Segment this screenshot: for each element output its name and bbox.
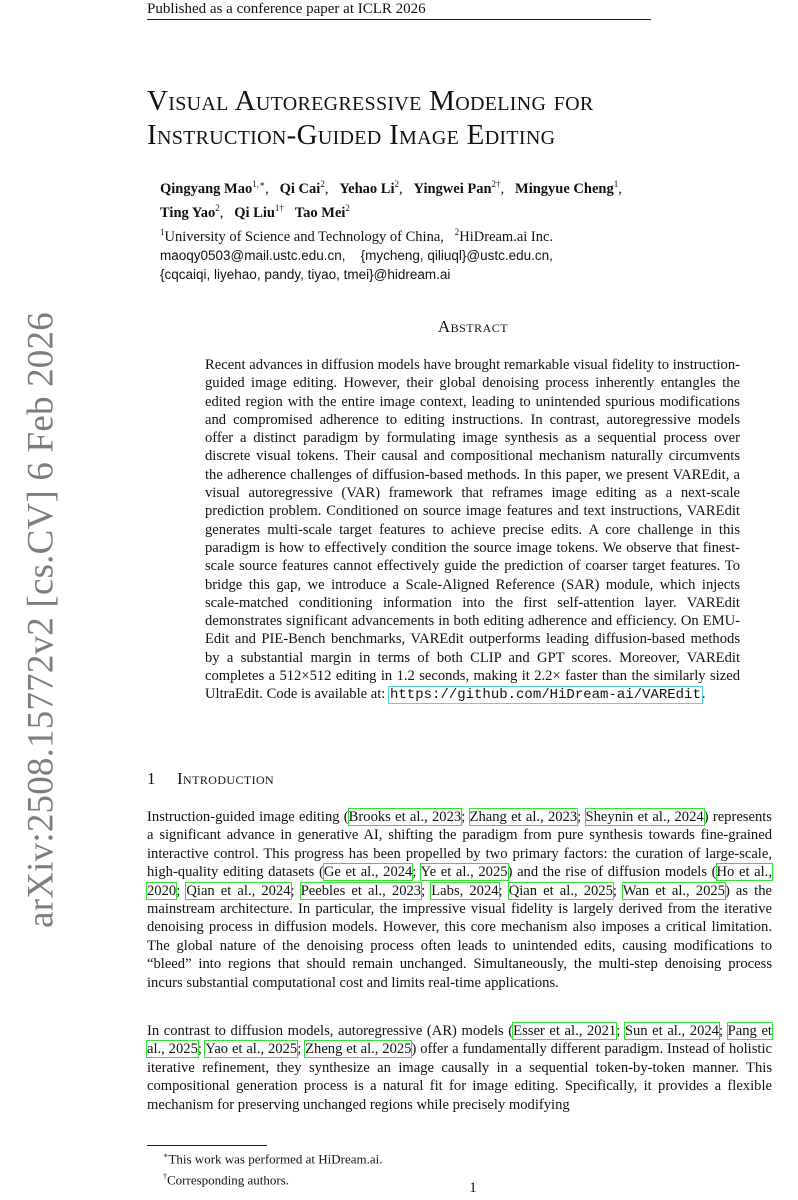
paper-title	[147, 84, 747, 152]
citation-link[interactable]: Sun et al., 2024	[624, 1023, 719, 1039]
cite-separator: ;	[461, 809, 470, 825]
title-line-1: Visual Autoregressive Modeling for	[147, 85, 594, 117]
email-line-2: {cqcaiqi, liyehao, pandy, tiyao, tmei}@hidream.ai	[160, 267, 451, 283]
header-rule	[147, 19, 651, 20]
section-title: Introduction	[177, 769, 275, 788]
abstract-text: Recent advances in diffusion models have brought remarkable visual fidelity to instruction-guided image editing. However, their global denoising process inherently entangles the edited region with the entire image context, leading to unintended spurious modifications and compromised adherence to editing instructions. In contrast, autoregressive models offer a distinct paradigm by formulating image synthesis as a sequential process over discrete visual tokens. Their causal and compositional mechanism naturally circumvents the adherence challenges of diffusion-based methods. In this paper, we present VAREdit, a visual autoregressive (VAR) framework that reframes image editing as a next-scale prediction problem. Conditioned on source image features and text instructions, VAREdit generates multi-scale target features to achieve precise edits. A core challenge in this paradigm is how to effectively condition the source image tokens. We observe that finest-scale source features cannot effectively guide the prediction of coarser target features. To bridge this gap, we introduce a Scale-Aligned Reference (SAR) module, which injects scale-matched conditioning information into the first self-attention layer. VAREdit demonstrates significant advancements in both editing adherence and efficiency. On EMU-Edit and PIE-Bench benchmarks, VAREdit outperforms leading diffusion-based methods by a substantial margin in terms of both CLIP and GPT scores. Moreover, VAREdit completes a 512×512 editing in 1.2 seconds, making it 2.2× faster than the similarly sized UltraEdit. Code is available at:	[205, 357, 740, 703]
intro-paragraph-1	[147, 808, 772, 992]
author-name: Mingyue Cheng	[515, 180, 614, 197]
author-affil-mark: 2	[215, 202, 220, 213]
citation-link[interactable]: Zheng et al., 2025	[305, 1041, 412, 1058]
footnote-rule	[147, 1145, 267, 1146]
citation-link[interactable]: Yao et al., 2025	[205, 1041, 298, 1058]
page-number: 1	[469, 1180, 477, 1196]
author-name: Ting Yao	[160, 204, 216, 221]
author-affil-mark: 1,∗	[252, 179, 266, 189]
citation-link[interactable]: Qian et al., 2024	[186, 882, 291, 899]
cite-separator: ;	[612, 882, 623, 899]
citation-link[interactable]: Ho et al., 2020	[147, 864, 772, 899]
cite-separator: ;	[498, 882, 509, 899]
citation-link[interactable]: Esser et al., 2021	[513, 1023, 617, 1039]
arxiv-stamp: arXiv:2508.15772v2 [cs.CV] 6 Feb 2026	[20, 312, 62, 928]
footnote-text: Corresponding authors.	[167, 1172, 290, 1188]
author-line-2: Ting Yao$^2$, Qi Liu$^{1\dagger}$ Tao Mei$^2$	[160, 202, 350, 221]
cite-separator: ;	[718, 1023, 728, 1039]
citation-link[interactable]: Sheynin et al., 2024	[585, 809, 704, 825]
cite-separator: ;	[197, 1041, 206, 1058]
abstract-heading: Abstract	[437, 317, 509, 336]
cite-separator: ;	[176, 882, 187, 899]
author-line-1: Qingyang Mao$^{1,∗}$, Qi Cai$^2$, Yehao Li$^2$, Yingwei Pan$^{2\dagger}$, Mingyue Cheng$^1$,	[160, 179, 622, 197]
author-affil-mark: 2†	[491, 179, 501, 189]
footnote-text: This work was performed at HiDream.ai.	[168, 1151, 383, 1167]
paragraph-text: ) represents a significant advance in generative AI, shifting the paradigm from pure synthesis towards fine-grained interactive control. This progress has been propelled by two primary factors: the curation of large-scale, high-quality editing datasets (	[147, 809, 772, 881]
email-line-1	[160, 246, 740, 265]
footnote-mark: ∗	[163, 1151, 169, 1160]
running-header: Published as a conference paper at ICLR 2026	[147, 1, 426, 17]
cite-separator: ;	[412, 864, 421, 881]
abstract-period: .	[701, 686, 706, 703]
paragraph-text: Instruction-guided image editing (	[147, 809, 349, 825]
citation-link[interactable]: Zhang et al., 2023	[469, 809, 578, 825]
title-line-2: Instruction-Guided Image Editing	[147, 119, 556, 151]
cite-separator: ;	[290, 882, 301, 899]
paragraph-text: ) as the mainstream architecture. In particular, the impressive visual fidelity is largely derived from the iterative denoising process in diffusion models. However, this core mechanism also imposes a critical limitation. The global nature of the denoising process often leads to unintended edits, causing modifications to “bleed” into regions that should remain unchanged. Simultaneously, the multi-step denoising process incurs substantial computational cost and limits real-time applications.	[147, 882, 773, 991]
author-name: Yingwei Pan	[413, 180, 492, 197]
cite-separator: ;	[297, 1041, 306, 1058]
paragraph-text: In contrast to diffusion models, autoregressive (AR) models (	[147, 1023, 514, 1039]
intro-paragraph-2	[147, 1022, 772, 1114]
section-number: 1	[147, 769, 156, 788]
section-heading	[147, 769, 274, 789]
author-affil-mark: 1	[613, 179, 619, 189]
affil-mark: 1	[160, 226, 165, 237]
citation-link[interactable]: Qian et al., 2025	[508, 882, 613, 899]
code-link[interactable]: https://github.com/HiDream-ai/VAREdit	[390, 687, 701, 704]
affiliations	[160, 223, 740, 247]
author-name: Tao Mei	[294, 204, 346, 221]
author-affil-mark: 2	[394, 179, 400, 189]
affiliation-1: University of Science and Technology of China,	[164, 228, 444, 245]
citation-link[interactable]: Wan et al., 2025	[622, 882, 725, 899]
author-affil-mark: 2	[345, 202, 350, 213]
email: {mycheng, qiliuql}@ustc.edu.cn,	[360, 248, 553, 264]
cite-separator: ;	[421, 882, 432, 899]
paragraph-text: ) and the rise of diffusion models (	[507, 864, 717, 881]
footnote-1	[163, 1147, 383, 1168]
author-affil-mark: 1†	[274, 202, 284, 213]
footnote-mark: †	[163, 1172, 167, 1182]
citation-link[interactable]: Labs, 2024	[431, 882, 499, 899]
email: maoqy0503@mail.ustc.edu.cn,	[160, 248, 346, 264]
citation-link[interactable]: Pang et al., 2025	[147, 1023, 772, 1058]
author-block	[160, 175, 740, 284]
paragraph-text: ) offer a fundamentally different paradigm. Instead of holistic iterative refinement, they synthesize an image causally in a sequential token-by-token manner. This compositional generation process is a natural fit for image editing. Specifically, it provides a flexible mechanism for preserving unchanged regions while precisely modifying	[147, 1041, 772, 1113]
author-name: Qi Liu	[234, 204, 275, 221]
affil-mark: 2	[454, 226, 460, 237]
citation-link[interactable]: Ge et al., 2024	[323, 864, 413, 881]
author-affil-mark: 2	[320, 179, 325, 189]
cite-separator: ;	[616, 1023, 625, 1039]
citation-link[interactable]: Brooks et al., 2023	[348, 809, 462, 825]
abstract-body	[205, 356, 740, 705]
citation-link[interactable]: Peebles et al., 2023	[300, 882, 422, 899]
citation-link[interactable]: Ye et al., 2025	[420, 864, 508, 881]
cite-separator: ;	[577, 809, 586, 825]
author-name: Qingyang Mao	[160, 180, 253, 197]
author-name: Qi Cai	[279, 180, 321, 197]
affiliation-2: HiDream.ai Inc.	[459, 228, 554, 245]
author-name: Yehao Li	[339, 180, 395, 197]
